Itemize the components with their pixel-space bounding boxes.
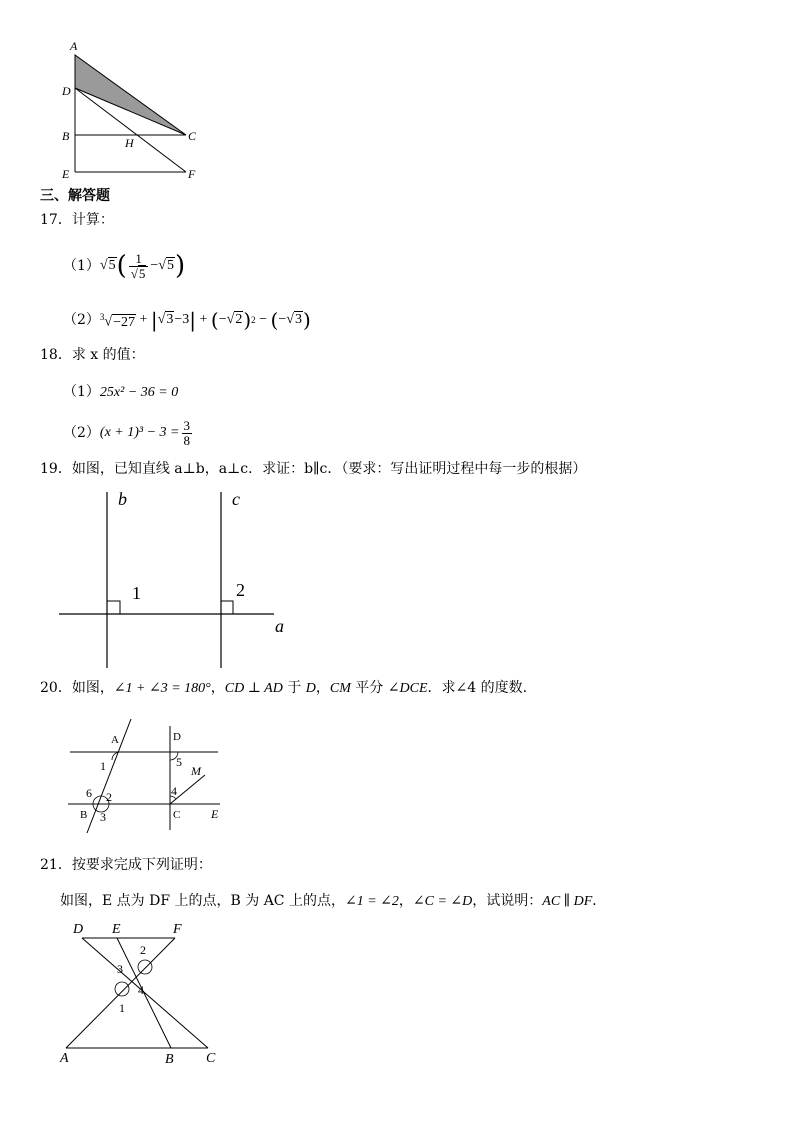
q20-label-C: C [173, 809, 181, 821]
q18-part1 [63, 383, 178, 402]
label-C: C [188, 129, 197, 143]
q20-end: ．求∠4 的度数. [427, 680, 528, 696]
q19-figure [55, 485, 300, 670]
q20-stem: 20．如图，∠1 + ∠3 = 180°，CD ⊥ AD 于 D，CM 平分 ∠DCE．求∠4 的度数. [40, 680, 528, 696]
q21-goal: AC ∥ DF [542, 894, 593, 909]
label-F: F [188, 167, 196, 181]
label-A: A [70, 39, 78, 53]
q17-part1: （1） √5 ( $\frac{1}{√5}$ −√5 ) [63, 250, 186, 281]
q20-label-D: D [173, 731, 181, 743]
q17-p2-minus3: −3 [174, 312, 190, 327]
q19-label-c: c [232, 489, 240, 509]
q18-p2-label: （2） [63, 425, 100, 441]
q20-cond1: ∠1 + ∠3 = 180° [113, 681, 211, 696]
q18-p2-num: 3 [183, 417, 190, 433]
q20-prefix: 20．如图， [40, 680, 114, 696]
shaded-region [75, 55, 186, 135]
q20-cond3: CM [329, 681, 351, 696]
q21-label-E: E [112, 922, 121, 937]
q20-label-5: 5 [176, 755, 182, 769]
q17-p1-label: （1） [63, 258, 100, 274]
q17-p1-sqrt5b: 5 [167, 258, 174, 273]
q17-p2-label: （2） [63, 312, 100, 328]
q17-p1-num: 1 [129, 252, 149, 267]
q19-label-a: a [275, 616, 284, 636]
q18-stem: 18．求 x 的值： [40, 347, 145, 363]
q20-point-d: D [305, 681, 316, 696]
q17-p2-radicand: −27 [113, 314, 136, 330]
q17-p1-fraction: $\frac{1}{√5}$ [129, 252, 149, 281]
q18-p2-fraction [182, 419, 193, 448]
q20-label-A: A [111, 734, 119, 746]
q21-label-3: 3 [117, 962, 123, 976]
q17-stem: 17．计算： [40, 212, 114, 228]
q17-p2-exp: 2 [251, 315, 256, 325]
top-triangle-figure [55, 38, 215, 183]
q20-mid1: 于 [282, 680, 306, 696]
q20-label-6: 6 [86, 786, 92, 800]
q20-label-1: 1 [100, 759, 106, 773]
q21-text: 如图，E 点为 DF 上的点，B 为 AC 上的点，∠1 = ∠2，∠C = ∠D，试说明：AC ∥ DF． [60, 893, 607, 909]
q17-p2-sqrt2: 2 [235, 312, 243, 327]
q18-p2-expr: (x + 1)³ − 3 = [99, 425, 180, 440]
q21-stem: 21．按要求完成下列证明： [40, 857, 212, 873]
q21-label-D: D [73, 922, 84, 937]
q20-label-B: B [80, 809, 88, 821]
q20-label-4: 4 [171, 784, 177, 798]
q17-part2: （2） $^3$√−27 + | √3 −3 | + ( −√2 ) 2 − ( −√3 ) [63, 308, 311, 332]
q21-label-B: B [165, 1052, 174, 1067]
label-E: E [62, 167, 70, 181]
q19-label-1: 1 [132, 583, 141, 603]
q20-label-E: E [211, 807, 219, 821]
q20-cond4: ∠DCE [387, 681, 428, 696]
label-B: B [62, 129, 70, 143]
q21-label-C: C [206, 1051, 216, 1066]
q17-p2-sqrt3b: 3 [294, 312, 302, 327]
q17-p1-sqrt5a: 5 [108, 258, 116, 273]
q18-part2 [63, 416, 194, 450]
q20-mid2: 平分 [350, 680, 388, 696]
q17-p2-index: 3 [99, 312, 105, 323]
q17-p2-sqrt3: 3 [166, 312, 174, 327]
q20-figure [60, 715, 230, 835]
q20-label-3: 3 [100, 810, 106, 824]
q21-label-2: 2 [140, 943, 146, 957]
q19-label-b: b [118, 489, 127, 509]
q21-label-1: 1 [119, 1001, 125, 1015]
q20-label-2: 2 [106, 790, 112, 804]
q21-label-4: 4 [138, 983, 144, 997]
q21-label-F: F [173, 922, 182, 937]
q19-label-2: 2 [236, 580, 245, 600]
label-D: D [62, 84, 71, 98]
q21-label-A: A [60, 1051, 69, 1066]
q18-p2-den: 8 [183, 432, 190, 448]
q17-p1-den: 5 [138, 265, 146, 281]
q19-stem: 19．如图，已知直线 a⊥b，a⊥c．求证：b∥c．（要求：写出证明过程中每一步的根据） [40, 461, 587, 477]
q18-p1-label: （1） [63, 384, 100, 400]
q20-label-M: M [191, 764, 201, 778]
q21-mid: ，试说明： [472, 893, 543, 909]
q21-figure [55, 918, 230, 1068]
section-title: 三、解答题 [40, 188, 110, 204]
q18-p1-expr: 25x² − 36 = 0 [99, 385, 179, 400]
label-H: H [125, 136, 134, 150]
q21-cond2: ∠C = ∠D [412, 894, 473, 909]
q20-cond2: CD ⊥ AD [224, 681, 283, 696]
q21-prefix: 如图，E 点为 DF 上的点，B 为 AC 上的点， [60, 893, 345, 909]
q21-cond1: ∠1 = ∠2 [344, 894, 399, 909]
